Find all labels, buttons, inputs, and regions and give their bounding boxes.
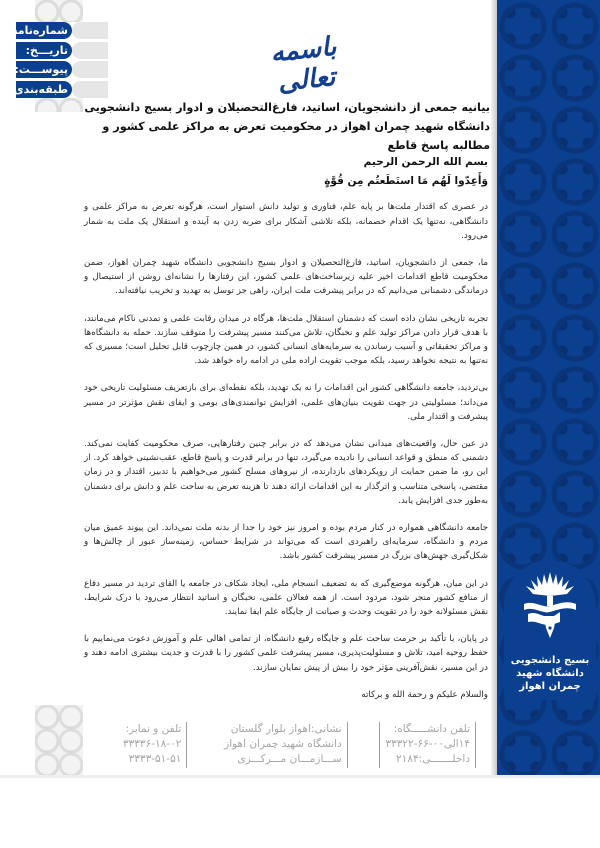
paragraph: جامعه دانشگاهی همواره در کنار مردم بوده و امروز نیز خود را جدا از بدنه ملت نمی‌داند. این پیوند عمیق میان مردم و دانشگاه، سرمایه‌ای راهبردی است که می‌تواند در شرایط حساس، زمینه‌ساز عبور از چالش‌ها و شکل‌گیری جهش‌های بزرگ در مسیر پیشرفت کشور باشد. bbox=[84, 523, 488, 562]
footer-label: نشانی:اهواز بلوار گلستان bbox=[230, 723, 342, 735]
meta-value bbox=[72, 81, 110, 98]
meta-value bbox=[72, 22, 110, 39]
meta-letter-number bbox=[6, 22, 110, 39]
organization-name-line: دانشگاه شهید bbox=[516, 668, 584, 679]
meta-value bbox=[72, 61, 110, 78]
footer-line: ۱۴الی۰۰-۶۶-۳۳۳۲۲ bbox=[385, 738, 470, 750]
bismillah: بسم الله الرحمن الرحیم bbox=[363, 156, 488, 168]
footer-contact bbox=[118, 722, 476, 768]
ornament-pattern-middle bbox=[35, 98, 83, 112]
footer-line: دانشگاه شهید چمران اهواز bbox=[224, 738, 342, 750]
meta-label: شماره‌نامه: bbox=[16, 22, 72, 39]
footer-university-phone bbox=[379, 722, 476, 768]
meta-value bbox=[72, 42, 110, 59]
organization-logo bbox=[504, 560, 596, 700]
paragraph: در عین حال، واقعیت‌های میدانی نشان می‌دهد که در برابر چنین رفتارهایی، صرف محکومیت کفایت نمی‌کند. دشمنی که منطق و قواعد انسانی را نادیده می‌گیرد، تنها در برابر قدرت و پاسخ قاطع، عقب‌نشینی خواهد کرد. از این رو، ما ضمن حمایت از رویکردهای بازدارنده، از نیروهای مسلح کشور می‌خواهیم با تدبیر، اقتدار و در زمان مقتضی، پاسخی متناسب و اثرگذار به این اقدامات ارائه دهند تا هزینه تعرض به ساحت علم و دانش برای دشمنان به‌طور جدی افزایش یابد. bbox=[84, 439, 488, 506]
footer-address bbox=[219, 722, 348, 768]
ornament-pattern-bottom bbox=[35, 705, 83, 777]
meta-attachment bbox=[16, 61, 110, 78]
paragraph: در عصری که اقتدار ملت‌ها بر پایه علم، فناوری و تولید دانش استوار است، هرگونه تعرض به مراکز علمی و دانشگاهی، نه‌تنها یک اقدام خصمانه، بلکه تلاشی آشکار برای ضربه زدن به آینده و استقلال یک ملت به شمار می‌رود. bbox=[84, 202, 488, 241]
document-body bbox=[84, 155, 492, 702]
footer-line: داخلـــــــی:۲۱۸۴ bbox=[396, 753, 470, 765]
paragraph: در این میان، هرگونه موضع‌گیری که به تضعیف انسجام ملی، ایجاد شکاف در جامعه یا القای تردید در مسیر دفاع از منافع کشور منجر شود، مردود است. از همه فعالان علمی، نخبگان و اساتید انتظار می‌رود با درک شرایط، نقش مسئولانه خود را در تقویت وحدت و صیانت از جایگاه علم ایفا نمایند. bbox=[84, 578, 488, 618]
paragraph: ما، جمعی از دانشجویان، اساتید، فارغ‌التحصیلان و ادوار بسیج دانشجویی دانشگاه شهید چمران اهواز، ضمن محکومیت قاطع اقدامات اخیر علیه زیرساخت‌های علمی کشور، این رفتارها را نشانه‌ای روشن از استیصال و درماندگی دشمنانی می‌دانیم که در برابر پیشرفت ملت ایران، راهی جز توسل به تهدید و تخریب نیافته‌اند. bbox=[84, 258, 488, 297]
footer-line: ۳۳۳۳-۵۱-۵۱ bbox=[128, 753, 182, 765]
footer-line: ســـازمـــان مـــرکـــزی bbox=[237, 753, 342, 765]
closing-salutation: والسلام علیکم و رحمة الله و برکاته bbox=[361, 689, 488, 700]
footer-label: تلفن دانشـــــگاه: bbox=[393, 723, 470, 735]
meta-classification bbox=[9, 81, 110, 98]
meta-label: پیوســـت: bbox=[16, 61, 72, 78]
pen-and-book-emblem-icon bbox=[520, 570, 580, 640]
footer-line: ۳۳۳۳۶-۱۸-۰۲ bbox=[123, 738, 182, 750]
quran-verse: وَأَعِدّوا لَهُم مَا استَطَعتُم مِن قُوَّةٍ bbox=[324, 175, 488, 188]
paragraph: بی‌تردید، جامعه دانشگاهی کشور این اقدامات را نه یک تهدید، بلکه نقطه‌ای برای بازتعریف مسئولیت تاریخی خود می‌داند؛ مسئولیتی در جهت تقویت بنیان‌های علمی، افزایش توانمندی‌های بومی و ایفای نقش مؤثرتر در مسیر پیشرفت و اقتدار ملی. bbox=[84, 383, 488, 422]
meta-label: تاریـــخ: bbox=[16, 42, 72, 59]
organization-name-line: چمران اهواز bbox=[519, 681, 581, 692]
organization-name bbox=[504, 654, 596, 693]
footer-label: تلفن و نمابر: bbox=[125, 723, 182, 735]
paragraph: تجربه تاریخی نشان داده است که دشمنان استقلال ملت‌ها، هرگاه در میدان رقابت علمی و تمدنی ناکام می‌مانند، با هدف قرار دادن مراکز تولید علم و نخبگان، تلاش می‌کنند مسیر پیشرفت را متوقف سازند. حمله به دانشگاه‌ها و مراکز تحقیقاتی و آسیب رساندن به سرمایه‌های انسانی کشور، در همین چارچوب قابل تحلیل است؛ مسیری که نه‌تنها به نتیجه نخواهد رسید، بلکه موجب تقویت اراده ملی در ادامه راه خواهد شد. bbox=[84, 313, 488, 367]
ornament-pattern-top bbox=[35, 0, 83, 22]
meta-label: طبقه‌بندی: bbox=[16, 81, 72, 98]
page-bottom-divider bbox=[0, 775, 600, 778]
paragraph: در پایان، با تأکید بر حرمت ساحت علم و جایگاه رفیع دانشگاه، از تمامی اهالی علم و آموزش دعوت می‌نماییم با حفظ روحیه امید، تلاش و مسئولیت‌پذیری، مسیر پیشرفت علمی کشور را با قدرت و جدیت بیشتری ادامه دهند و در این مسیر، نقش‌آفرینی مؤثر خود را بیش از پیش نمایان سازند. bbox=[84, 634, 488, 673]
footer-phone-fax bbox=[118, 722, 187, 768]
document-title: بیانیه جمعی از دانشجویان، اساتید، فارغ‌التحصیلان و ادوار بسیج دانشجویی دانشگاه شهید چمران اهواز در محکومیت تعرض به مراکز علمی کشور و مطالبه پاسخ قاطع bbox=[84, 101, 490, 152]
basmala-calligraphy: باسمه تعالی bbox=[269, 31, 338, 98]
meta-date bbox=[16, 42, 110, 59]
organization-name-line: بسیج دانشجویی bbox=[510, 655, 590, 666]
letter-meta-fields bbox=[6, 22, 110, 100]
